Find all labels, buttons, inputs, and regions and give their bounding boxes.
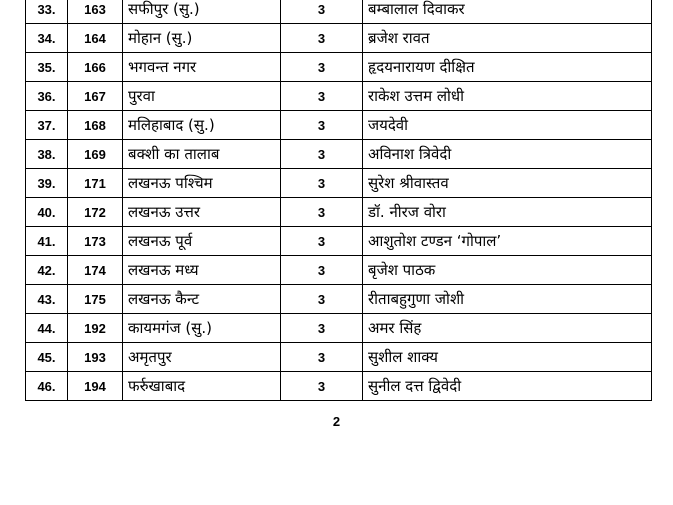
table-row	[26, 140, 652, 169]
constituency-number-cell: 171	[68, 169, 123, 198]
phase-cell: 3	[281, 227, 363, 256]
constituency-number-cell: 192	[68, 314, 123, 343]
table-row	[26, 372, 652, 401]
serial-number-cell: 42.	[26, 256, 68, 285]
constituency-name-cell: लखनऊ उत्तर	[123, 198, 281, 227]
phase-cell: 3	[281, 111, 363, 140]
constituency-number-cell: 167	[68, 82, 123, 111]
page-number: 2	[332, 414, 341, 429]
constituency-name-cell: लखनऊ कैन्ट	[123, 285, 281, 314]
phase-cell: 3	[281, 82, 363, 111]
candidate-name-cell: आशुतोश टण्डन ‘गोपाल’	[363, 227, 652, 256]
candidate-name-cell: बम्बालाल दिवाकर	[363, 0, 652, 24]
table-body	[26, 0, 652, 401]
candidate-name-cell: बृजेश पाठक	[363, 256, 652, 285]
constituency-number-cell: 166	[68, 53, 123, 82]
serial-number-cell: 35.	[26, 53, 68, 82]
candidate-name-cell: राकेश उत्तम लोधी	[363, 82, 652, 111]
constituency-name-cell: अमृतपुर	[123, 343, 281, 372]
serial-number-cell: 41.	[26, 227, 68, 256]
serial-number-cell: 44.	[26, 314, 68, 343]
constituency-name-cell: लखनऊ मध्य	[123, 256, 281, 285]
phase-cell: 3	[281, 0, 363, 24]
phase-cell: 3	[281, 285, 363, 314]
constituency-name-cell: पुरवा	[123, 82, 281, 111]
constituency-name-cell: कायमगंज (सु.)	[123, 314, 281, 343]
constituency-name-cell: लखनऊ पश्चिम	[123, 169, 281, 198]
serial-number-cell: 40.	[26, 198, 68, 227]
serial-number-cell: 46.	[26, 372, 68, 401]
serial-number-cell: 43.	[26, 285, 68, 314]
table-row	[26, 227, 652, 256]
table-row	[26, 198, 652, 227]
candidate-name-cell: सुनील दत्त द्विवेदी	[363, 372, 652, 401]
constituency-name-cell: मलिहाबाद (सु.)	[123, 111, 281, 140]
phase-cell: 3	[281, 372, 363, 401]
table-row	[26, 285, 652, 314]
phase-cell: 3	[281, 198, 363, 227]
constituency-name-cell: मोहान (सु.)	[123, 24, 281, 53]
candidate-name-cell: हृदयनारायण दीक्षित	[363, 53, 652, 82]
constituency-name-cell: सफीपुर (सु.)	[123, 0, 281, 24]
constituency-name-cell: भगवन्त नगर	[123, 53, 281, 82]
candidate-name-cell: डॉ. नीरज वोरा	[363, 198, 652, 227]
candidate-name-cell: जयदेवी	[363, 111, 652, 140]
phase-cell: 3	[281, 256, 363, 285]
phase-cell: 3	[281, 314, 363, 343]
constituency-number-cell: 193	[68, 343, 123, 372]
constituency-name-cell: लखनऊ पूर्व	[123, 227, 281, 256]
phase-cell: 3	[281, 169, 363, 198]
constituency-number-cell: 175	[68, 285, 123, 314]
phase-cell: 3	[281, 24, 363, 53]
candidate-name-cell: ब्रजेश रावत	[363, 24, 652, 53]
table-row	[26, 82, 652, 111]
table-row	[26, 24, 652, 53]
constituency-number-cell: 194	[68, 372, 123, 401]
table-row	[26, 0, 652, 24]
serial-number-cell: 34.	[26, 24, 68, 53]
candidate-name-cell: सुरेश श्रीवास्तव	[363, 169, 652, 198]
candidate-name-cell: अमर सिंह	[363, 314, 652, 343]
table-row	[26, 111, 652, 140]
table-row	[26, 256, 652, 285]
candidate-name-cell: सुशील शाक्य	[363, 343, 652, 372]
constituency-number-cell: 168	[68, 111, 123, 140]
constituency-number-cell: 164	[68, 24, 123, 53]
candidate-table	[25, 0, 652, 401]
constituency-number-cell: 173	[68, 227, 123, 256]
phase-cell: 3	[281, 140, 363, 169]
constituency-number-cell: 169	[68, 140, 123, 169]
phase-cell: 3	[281, 53, 363, 82]
constituency-number-cell: 172	[68, 198, 123, 227]
table-row	[26, 169, 652, 198]
table-row	[26, 343, 652, 372]
constituency-number-cell: 163	[68, 0, 123, 24]
serial-number-cell: 36.	[26, 82, 68, 111]
table-row	[26, 314, 652, 343]
constituency-name-cell: फर्रुखाबाद	[123, 372, 281, 401]
phase-cell: 3	[281, 343, 363, 372]
serial-number-cell: 37.	[26, 111, 68, 140]
serial-number-cell: 33.	[26, 0, 68, 24]
serial-number-cell: 45.	[26, 343, 68, 372]
serial-number-cell: 39.	[26, 169, 68, 198]
constituency-number-cell: 174	[68, 256, 123, 285]
candidate-name-cell: अविनाश त्रिवेदी	[363, 140, 652, 169]
candidate-name-cell: रीताबहुगुणा जोशी	[363, 285, 652, 314]
constituency-name-cell: बक्शी का तालाब	[123, 140, 281, 169]
serial-number-cell: 38.	[26, 140, 68, 169]
table-row	[26, 53, 652, 82]
